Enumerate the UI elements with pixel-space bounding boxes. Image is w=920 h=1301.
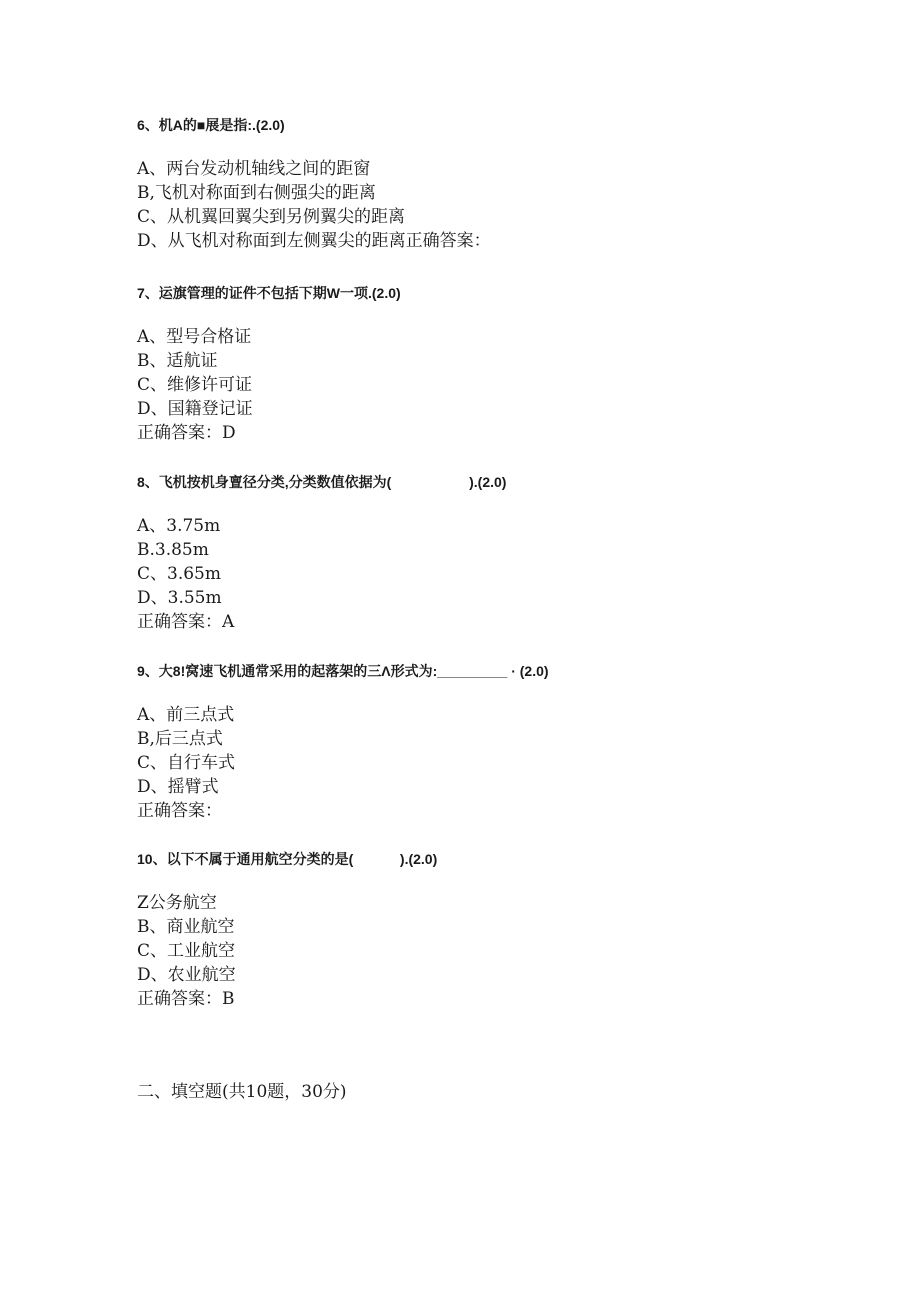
option-list <box>137 891 837 1011</box>
correct-answer: 正确答案：D <box>137 423 236 443</box>
question-10 <box>137 849 837 1011</box>
option-a: A、3.75m <box>137 516 221 536</box>
option-b: B.3.85m <box>137 540 209 560</box>
option-a: A、前三点式 <box>137 705 235 725</box>
option-a: A、型号合格证 <box>137 327 252 347</box>
question-title: 10、以下不属于通用航空分类的是( ).(2.0) <box>137 851 438 867</box>
option-c: C、自行车式 <box>137 753 236 773</box>
question-title: 9、大8!窝速飞机通常采用的起落架的三Λ形式为:_________ · (2.0) <box>137 663 549 679</box>
option-list <box>137 325 837 445</box>
option-list <box>137 514 837 634</box>
option-c: C、从机翼回翼尖到另例翼尖的距离 <box>137 207 406 227</box>
question-title: 8、飞机按机身亶径分类,分类数值依据为( ).(2.0) <box>137 474 507 490</box>
option-b: B,后三点式 <box>137 729 223 749</box>
option-a: Z公务航空 <box>137 893 217 913</box>
option-d: D、摇臂式 <box>137 777 219 797</box>
question-title: 6、机A的■展是指:.(2.0) <box>137 117 285 133</box>
option-list <box>137 157 837 253</box>
option-d: D、从飞机对称面到左侧翼尖的距离正确答案： <box>137 231 491 251</box>
option-d: D、3.55m <box>137 588 222 608</box>
option-a: A、两台发动机轴线之间的距窗 <box>137 159 371 179</box>
question-7 <box>137 283 837 445</box>
question-8 <box>137 472 837 634</box>
option-d: D、国籍登记证 <box>137 399 253 419</box>
correct-answer: 正确答案：B <box>137 989 235 1009</box>
question-title: 7、运旗管理的证件不包括下期W一项.(2.0) <box>137 285 401 301</box>
option-b: B、商业航空 <box>137 917 235 937</box>
question-6 <box>137 115 837 253</box>
option-c: C、维修许可证 <box>137 375 253 395</box>
option-c: C、3.65m <box>137 564 221 584</box>
question-9 <box>137 661 837 823</box>
option-b: B、适航证 <box>137 351 218 371</box>
section-heading: 二、填空题(共10题，30分) <box>137 1082 347 1102</box>
option-c: C、工业航空 <box>137 941 236 961</box>
option-list <box>137 703 837 823</box>
correct-answer: 正确答案：A <box>137 612 235 632</box>
correct-answer: 正确答案： <box>137 801 222 821</box>
option-d: D、农业航空 <box>137 965 236 985</box>
option-b: B,飞机对称面到右侧强尖的距离 <box>137 183 376 203</box>
